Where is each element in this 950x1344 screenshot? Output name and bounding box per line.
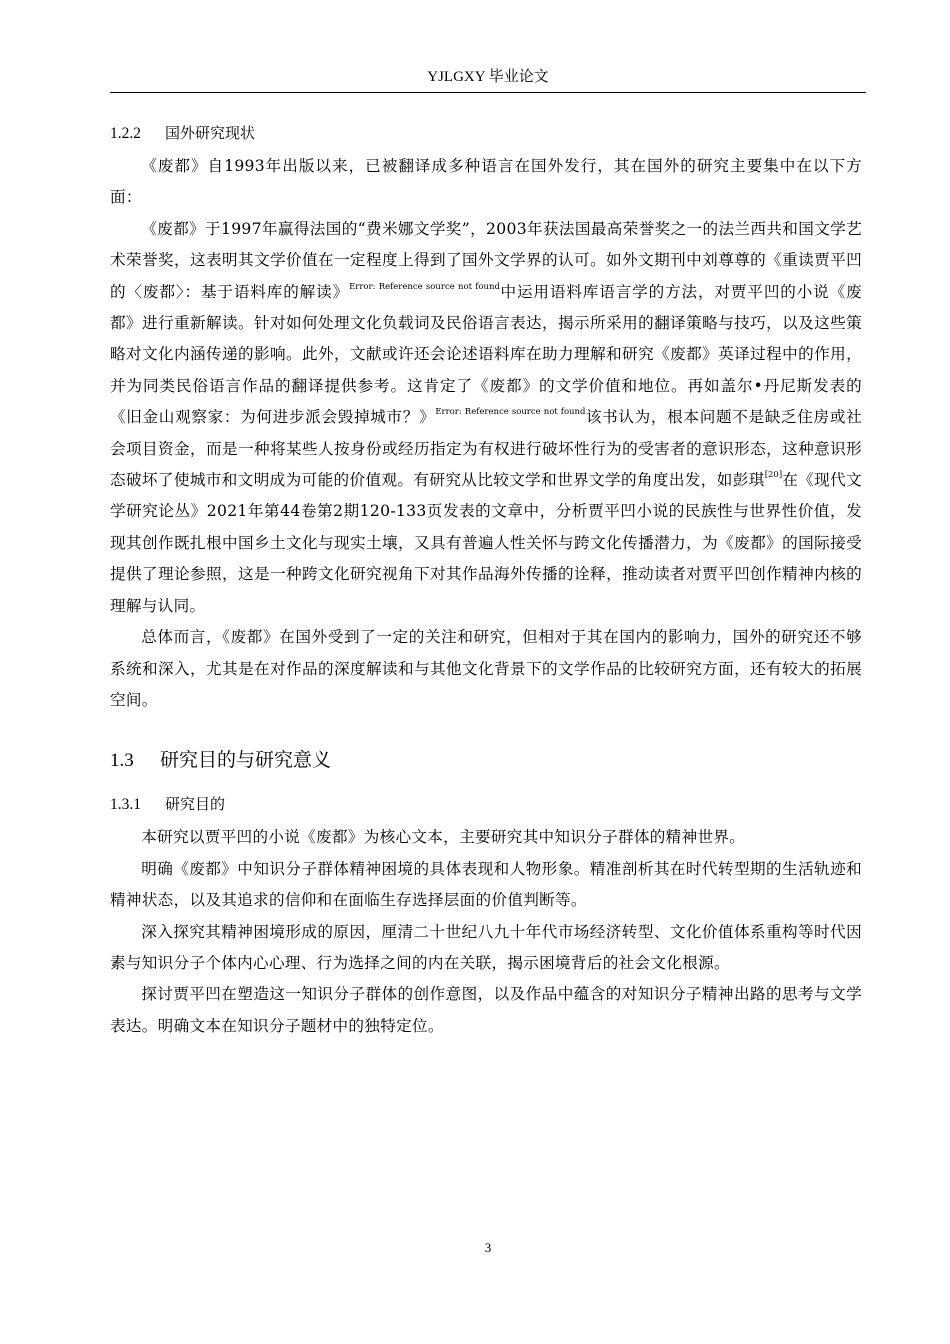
paragraph — [110, 214, 862, 622]
section-heading-1-3 — [110, 742, 862, 778]
paragraph-text: 《废都》于1997年赢得法国的“费米娜文学奖”，2003年获法国最高荣誉奖之一的法兰西共和国文学艺术荣誉奖，这表明其文学价值在一定程度上得到了国外文学界的认可。如外文期刊中刘尊尊的《重读贾平凹的〈废都〉：基于语料库的解读》 — [110, 219, 862, 301]
document-body — [110, 115, 862, 1042]
citation-marker: [20] — [764, 470, 783, 481]
section-title: 研究目的 — [165, 795, 226, 814]
paragraph: 明确《废都》中知识分子群体精神困境的具体表现和人物形象。精准剖析其在时代转型期的生活轨迹和精神状态，以及其追求的信仰和在面临生存选择层面的价值判断等。 — [110, 859, 862, 910]
page-header: YJLGXY 毕业论文 — [427, 69, 549, 85]
section-title: 国外研究现状 — [165, 124, 256, 142]
paragraph-text: 该书认为，根本问题不是缺乏住房或社会项目资金，而是一种将某些人按身份或经历指定为有权进行破坏性行为的受害者的意识形态，这种意识形态破坏了使城市和文明成为可能的价值观。有研究从比较文学和世界文学的角度出发，如彭琪 — [110, 408, 862, 490]
section-number: 1.3 — [110, 750, 134, 772]
reference-error: Error: Reference source not found — [349, 281, 500, 292]
paragraph: 《废都》自1993年出版以来，已被翻译成多种语言在国外发行，其在国外的研究主要集中在以下方面： — [110, 157, 862, 207]
section-heading-1-2-2 — [110, 115, 862, 151]
section-title: 研究目的与研究意义 — [160, 749, 332, 772]
paragraph: 总体而言，《废都》在国外受到了一定的关注和研究，但相对于其在国内的影响力，国外的研究还不够系统和深入，尤其是在对作品的深度解读和与其他文化背景下的文学作品的比较研究方面，还有较大的拓展空间。 — [110, 628, 862, 709]
section-heading-1-3-1 — [110, 786, 862, 822]
section-number: 1.2.2 — [110, 125, 141, 142]
paragraph: 深入探究其精神困境形成的原因，厘清二十世纪八九十年代市场经济转型、文化价值体系重构等时代因素与知识分子个体内心心理、行为选择之间的内在关联，揭示困境背后的社会文化根源。 — [110, 922, 862, 972]
paragraph-text: 在《现代文学研究论丛》2021年第44卷第2期120-133页发表的文章中，分析贾平凹小说的民族性与世界性价值，发现其创作既扎根中国乡土文化与现实土壤，又具有普遍人性关怀与跨文化传播潜力，为《废都》的国际接受提供了理论参照，这是一种跨文化研究视角下对其作品海外传播的诠释，推动读者对贾平凹创作精神内核的理解与认同。 — [110, 471, 862, 615]
reference-error: Error: Reference source not found — [435, 407, 586, 418]
paragraph-text: 中运用语料库语言学的方法，对贾平凹的小说《废都》进行重新解读。针对如何处理文化负载词及民俗语言表达，揭示所采用的翻译策略与技巧，以及这些策略对文化内涵传递的影响。此外，文献或许还会论述语料库在助力理解和研究《废都》英译过程中的作用，并为同类民俗语言作品的翻译提供参考。这肯定了《废都》的文学价值和地位。再如盖尔•丹尼斯发表的《旧金山观察家：为何进步派会毁掉城市？》 — [110, 282, 862, 427]
page-number: 3 — [484, 1240, 492, 1255]
paragraph: 本研究以贾平凹的小说《废都》为核心文本，主要研究其中知识分子群体的精神世界。 — [141, 828, 746, 847]
paragraph: 探讨贾平凹在塑造这一知识分子群体的创作意图，以及作品中蕴含的对知识分子精神出路的思考与文学表达。明确文本在知识分子题材中的独特定位。 — [110, 985, 862, 1035]
section-number: 1.3.1 — [110, 796, 141, 814]
header-rule — [110, 92, 866, 93]
